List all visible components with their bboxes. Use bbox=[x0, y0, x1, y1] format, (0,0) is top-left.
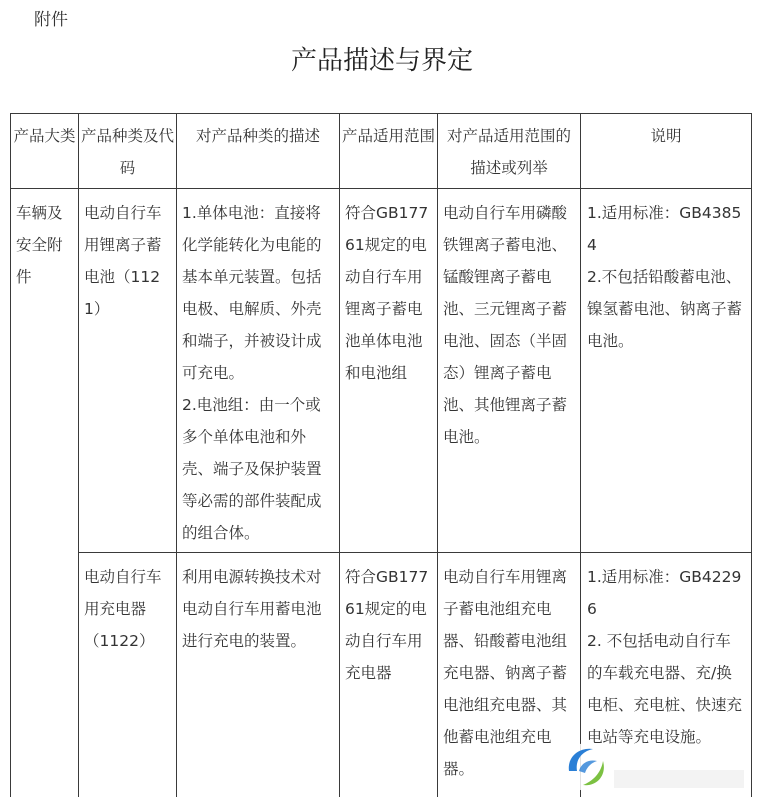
scope-cell: 符合GB17761规定的电动自行车用充电器 bbox=[340, 553, 438, 797]
watermark-text-area bbox=[614, 770, 744, 788]
category-cell: 车辆及安全附件 bbox=[11, 189, 79, 797]
header-scope: 产品适用范围 bbox=[340, 114, 438, 189]
notes-paragraph: 1.适用标准：GB43854 bbox=[587, 204, 742, 254]
type-desc-cell bbox=[177, 189, 340, 553]
header-notes: 说明 bbox=[581, 114, 752, 189]
type-desc-paragraph: 2.电池组：由一个或多个单体电池和外壳、端子及保护装置等必需的部件装配成的组合体。 bbox=[182, 396, 322, 542]
type-desc-cell bbox=[177, 553, 340, 797]
header-scope-desc: 对产品适用范围的描述或列举 bbox=[438, 114, 581, 189]
notes-paragraph: 2.不包括铅酸蓄电池、镍氢蓄电池、钠离子蓄电池。 bbox=[587, 268, 743, 350]
scope-cell: 符合GB17761规定的电动自行车用锂离子蓄电池单体电池和电池组 bbox=[340, 189, 438, 553]
table-header-row bbox=[11, 114, 752, 189]
attachment-label: 附件 bbox=[34, 10, 68, 30]
notes-paragraph: 1.适用标准：GB42296 bbox=[587, 568, 742, 618]
product-definition-table bbox=[10, 113, 752, 797]
table-row bbox=[11, 553, 752, 797]
type-code-cell: 电动自行车用锂离子蓄电池（1121） bbox=[79, 189, 177, 553]
notes-cell bbox=[581, 189, 752, 553]
notes-paragraph: 2. 不包括电动自行车的车载充电器、充/换电柜、充电桩、快速充电站等充电设施。 bbox=[587, 632, 743, 746]
type-code-cell: 电动自行车用充电器（1122） bbox=[79, 553, 177, 797]
type-desc-paragraph: 利用电源转换技术对电动自行车用蓄电池进行充电的装置。 bbox=[182, 568, 322, 650]
header-type-code: 产品种类及代码 bbox=[79, 114, 177, 189]
scope-desc-cell: 电动自行车用磷酸铁锂离子蓄电池、锰酸锂离子蓄电池、三元锂离子蓄电池、固态（半固态）锂离子蓄电池、其他锂离子蓄电池。 bbox=[438, 189, 581, 553]
watermark-logo-icon bbox=[561, 741, 613, 793]
page-title: 产品描述与界定 bbox=[290, 46, 473, 76]
type-desc-paragraph: 1.单体电池：直接将化学能转化为电能的基本单元装置。包括电极、电解质、外壳和端子，并被设计成可充电。 bbox=[182, 204, 322, 382]
table-row bbox=[11, 189, 752, 553]
scope-desc-cell: 电动自行车用锂离子蓄电池组充电器、铅酸蓄电池组充电器、钠离子蓄电池组充电器、其他蓄电池组充电器。 bbox=[438, 553, 581, 797]
header-category: 产品大类 bbox=[11, 114, 79, 189]
header-type-desc: 对产品种类的描述 bbox=[177, 114, 340, 189]
